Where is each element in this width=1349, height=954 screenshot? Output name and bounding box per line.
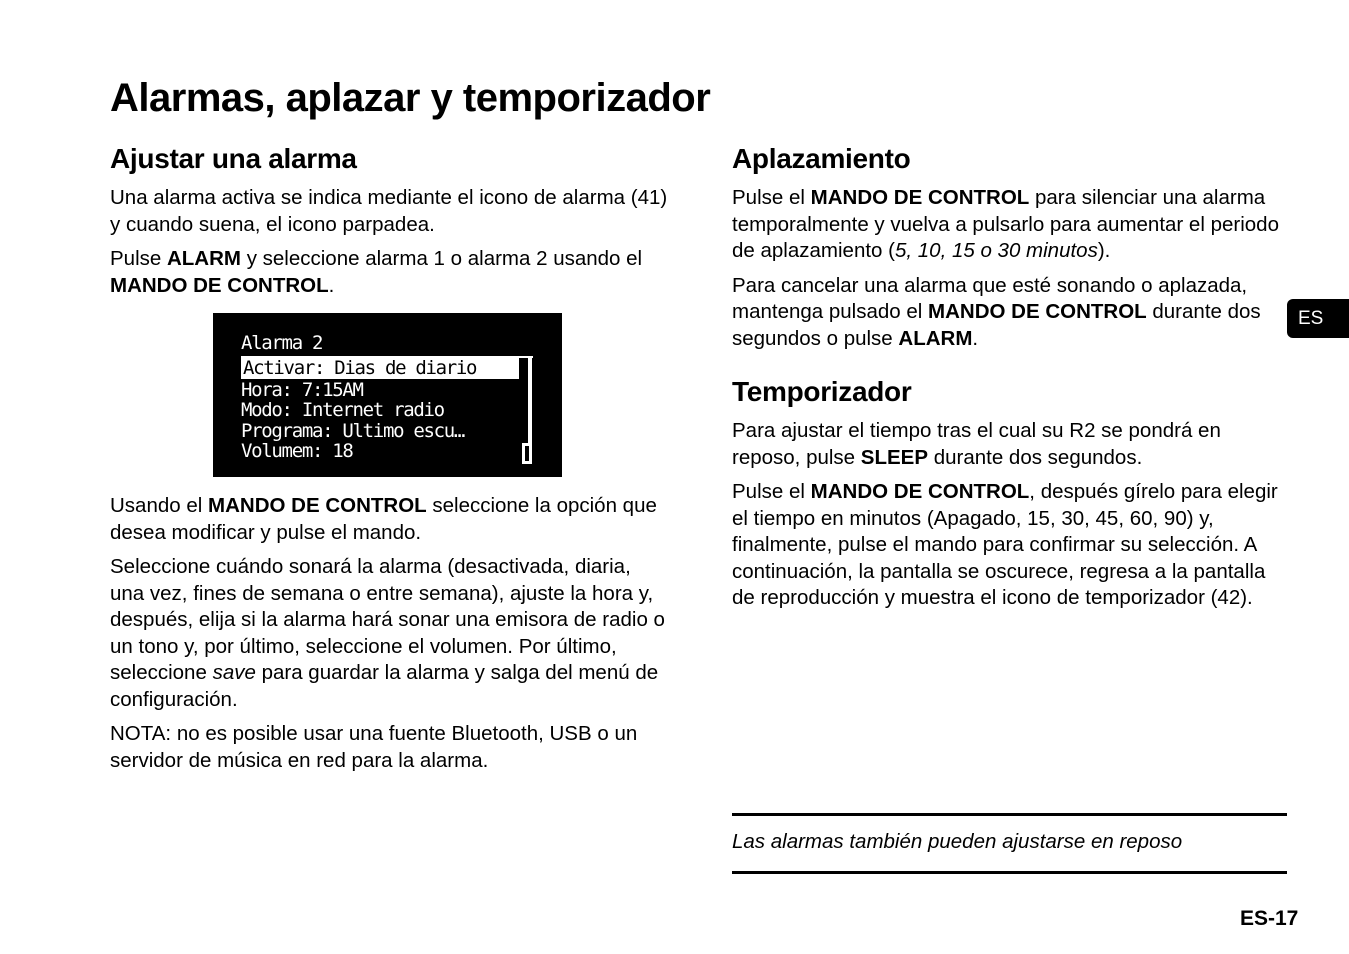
italic-run: save [212,661,256,684]
text-run: Usando el [110,494,209,517]
lcd-title: Alarma 2 [241,332,323,354]
text-run: ). [1097,239,1111,262]
note-text: Las alarmas también pueden ajustarse en reposo [732,830,1183,853]
lcd-scrollbar-thumb-inner [525,446,529,461]
page-title: Alarmas, aplazar y temporizador [110,76,711,120]
italic-run: 5, 10, 15 o 30 minutos [894,239,1098,262]
paragraph-sleep-select [732,479,1292,612]
paragraph-alarm-settings [110,554,670,713]
text-run: Pulse el [732,480,811,503]
lcd-selected-row [241,357,519,379]
text-run: para guardar la alarma y salga del menú de configuración. [110,661,659,711]
lcd-row-time: Hora: 7:15AM [241,379,363,401]
paragraph-snooze [732,185,1292,265]
paragraph-select-option [110,493,670,546]
text-run: . [328,273,335,297]
text-run: Para cancelar una alarma que esté sonando o aplazada, mantenga pulsado el [732,273,1248,323]
note-box [732,813,1287,874]
bold-run: ALARM [898,326,973,350]
page-number: ES-17 [1240,907,1299,930]
text-run: seleccione la opción que desea modificar y pulse el mando. [110,494,657,544]
lcd-screen-illustration [213,313,562,477]
paragraph-note: NOTA: no es posible usar una fuente Bluetooth, USB o un servidor de música en red para la alarma. [110,722,638,772]
lcd-selected-text: Activar: Dias de diario [243,357,477,379]
bold-run: MANDO DE CONTROL [928,300,1147,323]
right-column [732,141,1292,620]
bold-run: SLEEP [860,445,928,469]
paragraph-alarm-select [110,246,670,299]
text-run: Seleccione cuándo sonará la alarma (desactivada, diaria, una vez, fines de semana o entre semana), ajuste la hora y, después, elija si la alarma hará sonar una emisora de radio o un tono y, por último, seleccione el volumen. Por último, seleccione [110,555,665,684]
lcd-row-mode: Modo: Internet radio [241,399,444,421]
language-tab: ES [1287,299,1349,338]
lcd-row-program: Programa: Ultimo escu… [241,420,465,442]
text-run: durante dos segundos o pulse [732,300,1261,350]
left-column [110,141,670,782]
bold-run: MANDO DE CONTROL [810,186,1030,209]
bold-run: MANDO DE CONTROL [110,273,329,297]
paragraph-sleep [732,418,1292,471]
text-run: y seleccione alarma 1 o alarma 2 usando el [241,247,643,270]
bold-run: MANDO DE CONTROL [810,480,1030,503]
paragraph-alarm-icon: Una alarma activa se indica mediante el icono de alarma (41) y cuando suena, el icono parpadea. [110,186,668,236]
lcd-row-volume: Volumem: 18 [241,440,353,462]
section-heading-snooze: Aplazamiento [732,143,911,174]
text-run: , después gírelo para elegir el tiempo en minutos (Apagado, 15, 30, 45, 60, 90) y, finalmente, pulse el mando para confirmar su selección. A continuación, la pantalla se oscurece, regresa a la pantalla de reproducción y muestra el icono de temporizador (42). [732,480,1278,609]
text-run: Para ajustar el tiempo tras el cual su R2 se pondrá en reposo, pulse [732,419,1221,469]
bold-run: ALARM [166,247,241,270]
text-run: Pulse [110,247,167,270]
text-run: . [972,326,979,350]
bold-run: MANDO DE CONTROL [208,494,427,517]
paragraph-cancel-alarm [732,273,1292,353]
text-run: para silenciar una alarma temporalmente y vuelva a pulsarlo para aumentar el periodo de aplazamiento ( [732,186,1279,262]
text-run: durante dos segundos. [928,445,1143,469]
text-run: Pulse el [732,186,811,209]
section-heading-sleep-timer: Temporizador [732,376,912,407]
section-heading-alarm: Ajustar una alarma [110,143,357,174]
